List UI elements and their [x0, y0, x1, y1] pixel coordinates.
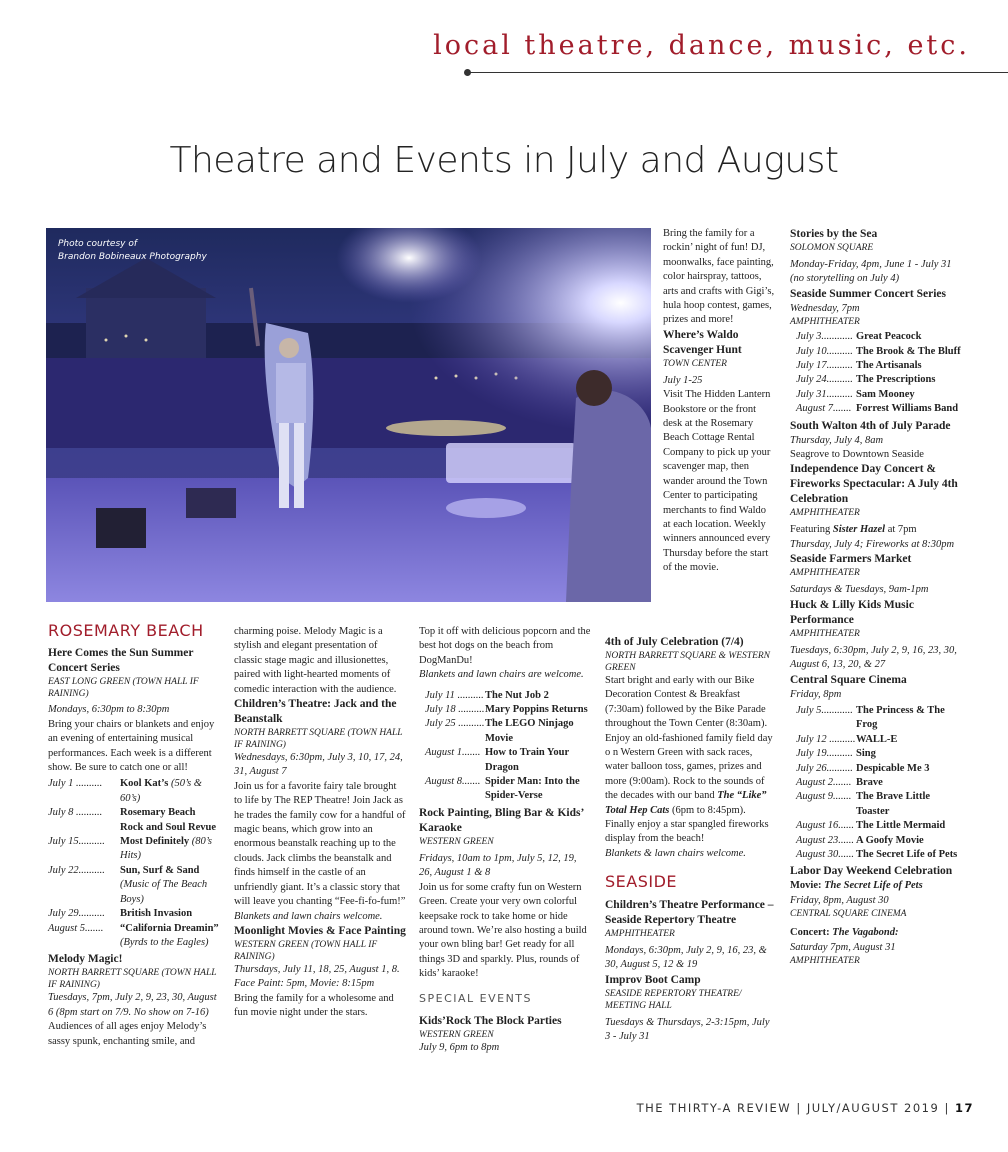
event-concert — [790, 926, 962, 940]
concert-schedule — [48, 777, 220, 950]
event-title: 4th of July Celebration (7/4) — [605, 636, 744, 648]
event-description: Audiences of all ages enjoy Melody’s sassy spunk, enchanting smile, and — [48, 1021, 207, 1047]
event-description-continued: Top it off with delicious popcorn and the best hot dogs on the beach from DogManDu! — [419, 626, 591, 666]
schedule-row — [425, 689, 591, 703]
section-heading-seaside: SEASIDE — [605, 872, 678, 892]
schedule-row — [796, 345, 962, 359]
column-5 — [790, 227, 962, 967]
schedule-act: Sun, Surf & Sand — [120, 864, 200, 876]
photo-credit — [58, 238, 207, 264]
schedule-row — [425, 775, 591, 804]
schedule-row — [796, 762, 962, 776]
schedule-row — [48, 907, 220, 921]
event-location: EAST LONG GREEN (TOWN HALL IF RAINING) — [48, 677, 199, 700]
schedule-row — [48, 835, 220, 864]
schedule-date: August 2....... — [796, 776, 852, 788]
schedule-act: “California Dreamin” — [120, 922, 219, 934]
schedule-date: August 16...... — [796, 820, 855, 832]
event-title: Seaside Summer Concert Series — [790, 287, 946, 300]
schedule-date: July 19.......... — [796, 748, 853, 760]
event-when: Thursday, July 4; Fireworks at 8:30pm — [790, 538, 955, 550]
event-location: AMPHITHEATER — [790, 508, 860, 519]
event-location: AMPHITHEATER — [790, 956, 860, 966]
featured-artist: Sister Hazel — [832, 524, 886, 536]
page-title: Theatre and Events in July and August — [169, 140, 839, 181]
schedule-date: July 8 .......... — [48, 807, 103, 819]
event-title: Seaside Farmers Market — [790, 553, 912, 566]
event-when: Wednesday, 7pm — [790, 302, 860, 314]
schedule-date: July 26.......... — [796, 762, 853, 774]
event-description: Visit The Hidden Lantern Bookstore or the front desk at the Rosemary Beach Cottage Rental Company to pick up your scavenger map, then wander around the Town Center to participating merchants to find Waldo at each location. Weekly winners announced every Thursday before the start of the movie. — [663, 389, 771, 574]
page-footer — [637, 1101, 974, 1115]
schedule-row — [796, 388, 962, 402]
schedule-row — [425, 717, 591, 746]
event-description: Join us for a favorite fairy tale brought to life by The REP Theatre! Join Jack as he trades the family cow for a handful of magic beans, which grow into an enormous beanstalk reaching up to the clouds. Jack climbs the beanstalk and finds himself in the castle of an unfriendly giant. It’s a classic story that will leave you chanting “Fee-fi-fo-fum!” — [234, 780, 406, 908]
column-4-top — [663, 227, 775, 576]
event-location: CENTRAL SQUARE CINEMA — [790, 909, 907, 920]
schedule-row — [796, 733, 962, 747]
schedule-act: British Invasion — [120, 908, 193, 920]
schedule-date: August 23...... — [796, 834, 855, 846]
event-description — [605, 674, 777, 847]
schedule-row — [796, 819, 962, 833]
schedule-row — [796, 848, 962, 862]
schedule-row — [796, 402, 962, 416]
schedule-date: July 29.......... — [48, 908, 105, 920]
schedule-act: Forrest Williams Band — [856, 403, 959, 415]
schedule-row — [796, 747, 962, 761]
section-tag: local theatre, dance, music, etc. — [433, 30, 970, 61]
schedule-act: Most Definitely — [120, 836, 190, 848]
schedule-date: August 9....... — [796, 791, 852, 803]
concert-photo — [46, 228, 651, 602]
schedule-act: The Artisanals — [856, 360, 922, 372]
photo-credit-line-1: Photo courtesy of — [58, 239, 138, 249]
schedule-row — [796, 373, 962, 387]
schedule-date: July 15.......... — [48, 836, 105, 848]
schedule-date: July 18 .......... — [425, 704, 485, 716]
schedule-row — [796, 330, 962, 344]
event-location: AMPHITHEATER — [790, 628, 860, 639]
movie-schedule — [425, 689, 591, 804]
event-when: Saturday 7pm, August 31 — [790, 941, 896, 953]
schedule-note: (Music of The Beach Boys) — [120, 879, 208, 905]
event-title: Melody Magic! — [48, 953, 123, 966]
event-when: Thursday, July 4, 8am — [790, 434, 884, 446]
event-note: Blankets & lawn chairs welcome. — [605, 847, 746, 859]
event-title: Huck & Lilly Kids Music Performance — [790, 598, 914, 626]
schedule-row — [796, 790, 962, 819]
event-location: SEASIDE REPERTORY THEATRE/ MEETING HALL — [605, 988, 742, 1011]
footer-separator: | — [944, 1101, 950, 1115]
event-description: Join us for some crafty fun on Western Green. Create your very own colorful keepsake rock to take home or hide around town. We’re also hosting a build your own bling bar! Get ready for all things 3D and sparkly. Plus, rounds of kids’ karaoke! — [419, 881, 587, 980]
schedule-act: The Princess & The Frog — [856, 704, 945, 731]
schedule-row — [796, 359, 962, 373]
schedule-date: July 11 .......... — [425, 689, 484, 701]
schedule-act: Sam Mooney — [856, 388, 915, 400]
event-location: NORTH BARRETT SQUARE & WESTERN GREEN — [605, 651, 771, 673]
schedule-act: The Brave Little Toaster — [856, 791, 931, 817]
event-when: Friday, 8pm — [790, 688, 842, 700]
schedule-act: WALL-E — [856, 733, 898, 745]
schedule-row — [48, 864, 220, 907]
column-4-bottom — [605, 635, 777, 1044]
schedule-act: The Nut Job 2 — [485, 689, 549, 701]
schedule-act: The LEGO Ninjago Movie — [485, 718, 574, 744]
event-when: Thursdays, July 11, 18, 25, August 1, 8. Face Paint: 5pm, Movie: 8:15pm — [234, 963, 400, 990]
schedule-act: Spider Man: Into the Spider-Verse — [485, 776, 580, 802]
event-location: WESTERN GREEN — [419, 1029, 494, 1040]
featuring-time: at 7pm — [887, 524, 917, 536]
event-location: AMPHITHEATER — [790, 317, 860, 328]
footer-separator: | — [796, 1101, 802, 1115]
event-when: Saturdays & Tuesdays, 9am-1pm — [790, 584, 929, 596]
event-description: Seagrove to Downtown Seaside — [790, 449, 924, 461]
schedule-date: August 30...... — [796, 848, 855, 860]
concert-photo-illustration — [46, 228, 651, 602]
concert-label: Concert: — [790, 927, 830, 939]
event-when: July 9, 6pm to 8pm — [419, 1041, 500, 1053]
subsection-heading-special-events: SPECIAL EVENTS — [419, 991, 532, 1005]
schedule-row — [425, 746, 591, 775]
event-title: Stories by the Sea — [790, 228, 878, 240]
cinema-schedule — [796, 704, 962, 862]
schedule-row — [48, 922, 220, 951]
schedule-date: July 31.......... — [796, 388, 853, 400]
schedule-date: August 5....... — [48, 922, 104, 934]
event-location: AMPHITHEATER — [605, 928, 675, 939]
column-3 — [419, 625, 591, 1055]
movie-label: Movie: — [790, 880, 822, 892]
schedule-act: A Goofy Movie — [856, 834, 924, 846]
event-location: WESTERN GREEN — [419, 836, 494, 847]
schedule-act: Brave — [856, 776, 883, 788]
schedule-act: How to Train Your Dragon — [485, 747, 569, 773]
event-title: Labor Day Weekend Celebration — [790, 865, 953, 878]
schedule-act: Kool Kat’s — [120, 778, 169, 790]
event-when: Monday-Friday, 4pm, June 1 - July 31 (no storytelling on July 4) — [790, 259, 952, 285]
event-description-part-1: Start bright and early with our Bike Decoration Contest & Breakfast (7:30am) followed by the Bike Parade throughout the Town Center (8:30am). Enjoy an old-fashioned family field day o n Western Green with sack races, water balloon toss, games, prizes and more (9:00am). Rock to the sounds of the decades with our band — [605, 675, 773, 802]
movie-title: The Secret Life of Pets — [824, 880, 923, 892]
event-note: Blankets and lawn chairs are welcome. — [419, 669, 584, 681]
event-title: Improv Boot Camp — [605, 973, 701, 986]
event-location: NORTH BARRETT SQUARE (TOWN HALL IF RAINING) — [48, 968, 217, 991]
schedule-act: The Brook & The Bluff — [856, 345, 961, 357]
page-number: 17 — [954, 1101, 974, 1115]
event-title: Children’s Theatre Performance – Seaside Repertory Theatre — [605, 898, 774, 926]
event-note: Blankets and lawn chairs welcome. — [234, 910, 383, 922]
schedule-act: Rosemary Beach Rock and Soul Revue — [120, 807, 216, 833]
event-title: Kids’Rock The Block Parties — [419, 1014, 562, 1027]
issue-date: JULY/AUGUST 2019 — [806, 1101, 940, 1115]
event-description-continued: charming poise. Melody Magic is a stylish and elegant presentation of classic stage magic and illusionettes, paired with light-hearted moments of comedic interaction with the audience. — [234, 626, 397, 695]
schedule-date: August 7....... — [796, 403, 852, 415]
schedule-note: (80’s Hits) — [120, 836, 212, 862]
event-when: Friday, 8pm, August 30 — [790, 894, 889, 906]
event-title: Central Square Cinema — [790, 673, 907, 686]
schedule-date: July 12 .......... — [796, 733, 856, 745]
schedule-act: Mary Poppins Returns — [485, 704, 588, 716]
column-1 — [48, 621, 220, 1049]
schedule-row — [796, 704, 962, 733]
event-when: Wednesdays, 6:30pm, July 3, 10, 17, 24, 31, August 7 — [234, 752, 403, 778]
section-tag-dot — [464, 69, 471, 76]
event-when: Mondays, 6:30pm to 8:30pm — [48, 704, 170, 716]
event-title: Rock Painting, Bling Bar & Kids’ Karaoke — [419, 806, 584, 834]
event-movie — [790, 879, 962, 893]
schedule-date: July 5............ — [796, 704, 853, 716]
event-description: Bring the family for a wholesome and fun movie night under the stars. — [234, 992, 394, 1019]
schedule-act: Despicable Me 3 — [856, 762, 930, 774]
schedule-act: Sing — [856, 748, 876, 760]
event-title: Where’s Waldo Scavenger Hunt — [663, 328, 742, 356]
featuring-label: Featuring — [790, 524, 831, 536]
section-heading-rosemary-beach: ROSEMARY BEACH — [48, 621, 204, 640]
photo-credit-line-2: Brandon Bobineaux Photography — [58, 252, 207, 262]
schedule-date: July 3............ — [796, 331, 853, 343]
event-when: July 1-25 — [663, 374, 703, 386]
event-location: WESTERN GREEN (TOWN HALL IF RAINING) — [234, 939, 378, 962]
schedule-date: August 8....... — [425, 776, 481, 788]
schedule-row — [425, 703, 591, 717]
concert-artist: The Vagabond: — [832, 927, 899, 939]
section-tag-rule — [468, 72, 1008, 73]
schedule-row — [48, 777, 220, 806]
schedule-date: July 25 .......... — [425, 718, 485, 730]
event-description-continued: Bring the family for a rockin’ night of fun! DJ, moonwalks, face painting, color hairspray, tattoos, arts and crafts with Gigi’s, hula hoop contest, games, prizes and more! — [663, 228, 775, 326]
event-title: Here Comes the Sun Summer Concert Series — [48, 647, 194, 675]
schedule-row — [796, 834, 962, 848]
event-title: Independence Day Concert & Fireworks Spectacular: A July 4th Celebration — [790, 463, 958, 506]
band-name: The “Like” Total Hep Cats — [605, 790, 767, 816]
column-2 — [234, 625, 406, 1021]
schedule-act: The Prescriptions — [856, 374, 936, 386]
event-location: TOWN CENTER — [663, 358, 727, 369]
event-when: Tuesdays, 6:30pm, July 2, 9, 16, 23, 30, August 6, 13, 20, & 27 — [790, 644, 957, 671]
event-description: Bring your chairs or blankets and enjoy an evening of entertaining musical performances. Each week is a different show. Be sure to catch one or all! — [48, 718, 215, 774]
event-description-part-2: (6pm to 8:45pm). Finally enjoy a star spangled fireworks display from the beach! — [605, 804, 769, 845]
event-location: SOLOMON SQUARE — [790, 243, 874, 253]
event-title: Children’s Theatre: Jack and the Beanstalk — [234, 698, 397, 726]
schedule-act: The Secret Life of Pets — [856, 848, 958, 860]
event-title: South Walton 4th of July Parade — [790, 419, 951, 432]
event-title: Moonlight Movies & Face Painting — [234, 924, 406, 937]
event-when: Mondays, 6:30pm, July 2, 9, 16, 23, & 30, August 5, 12 & 19 — [605, 944, 767, 971]
schedule-date: July 10.......... — [796, 345, 853, 357]
schedule-act: The Little Mermaid — [856, 820, 946, 832]
event-when: Fridays, 10am to 1pm, July 5, 12, 19, 26, August 1 & 8 — [419, 852, 577, 879]
schedule-act: Great Peacock — [856, 331, 922, 343]
schedule-date: July 22.......... — [48, 864, 105, 876]
event-location: NORTH BARRETT SQUARE (TOWN HALL IF RAINING) — [234, 728, 403, 751]
concert-schedule — [796, 330, 962, 416]
publication-name: THE THIRTY-A REVIEW — [636, 1101, 792, 1115]
schedule-date: August 1....... — [425, 747, 481, 759]
schedule-note: (50’s & 60’s) — [120, 778, 202, 804]
schedule-date: July 24.......... — [796, 374, 853, 386]
event-location: AMPHITHEATER — [790, 568, 860, 579]
schedule-note: (Byrds to the Eagles) — [120, 936, 209, 948]
event-when: Tuesdays, 7pm, July 2, 9, 23, 30, August 6 (8pm start on 7/9. No show on 7-16) — [48, 992, 217, 1018]
schedule-date: July 1 .......... — [48, 778, 103, 790]
schedule-row — [796, 776, 962, 790]
schedule-date: July 17.......... — [796, 360, 853, 372]
schedule-row — [48, 806, 220, 835]
event-when: Tuesdays & Thursdays, 2-3:15pm, July 3 - July 31 — [605, 1016, 770, 1042]
event-featuring — [790, 523, 962, 537]
